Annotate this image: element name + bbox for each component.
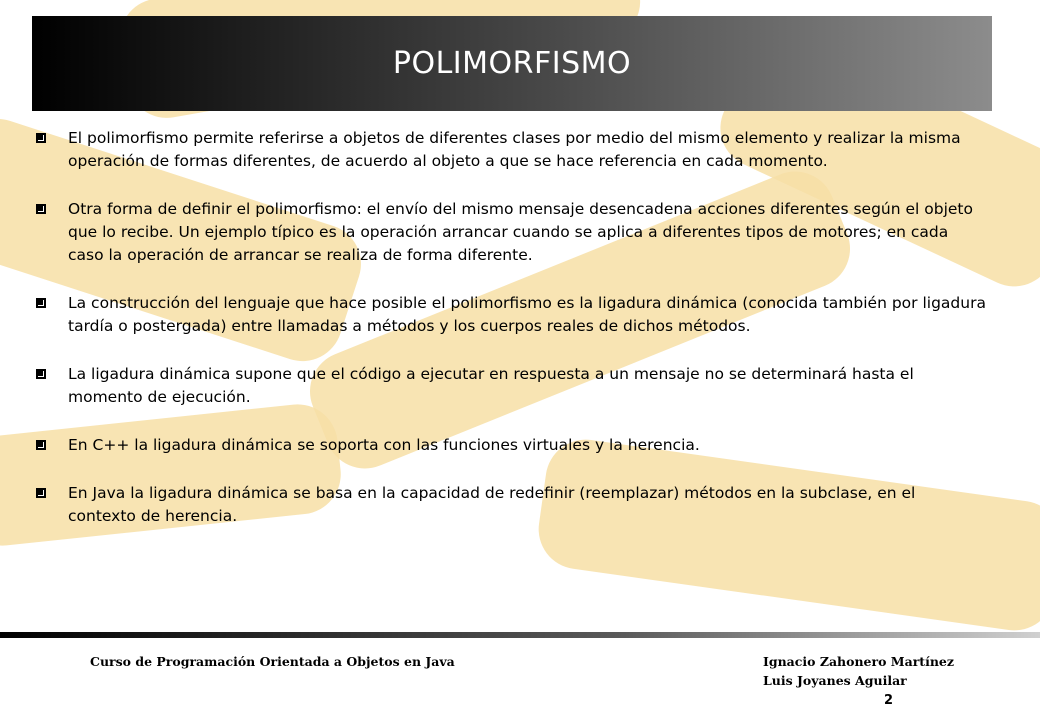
bullet-text: Otra forma de definir el polimorfismo: el envío del mismo mensaje desencadena acciones diferentes según el objeto que lo recibe. Un ejemplo típico es la operación arrancar cuando se aplica a diferentes tipos de motores; en cada caso la operación de arrancar se realiza de forma diferente. <box>68 200 973 264</box>
bullet-text: El polimorfismo permite referirse a objetos de diferentes clases por medio del mismo elemento y realizar la misma operación de formas diferentes, de acuerdo al objeto a que se hace referencia en cada momento. <box>68 129 961 170</box>
checkbox-bullet-icon <box>36 298 46 308</box>
bullet-item <box>36 292 1020 338</box>
footer-author-1: Ignacio Zahonero Martínez <box>763 654 954 669</box>
checkbox-bullet-icon <box>36 133 46 143</box>
slide-title: POLIMORFISMO <box>392 46 632 81</box>
bullet-text: La ligadura dinámica supone que el código a ejecutar en respuesta a un mensaje no se determinará hasta el momento de ejecución. <box>68 365 914 406</box>
bullet-item <box>36 127 1020 173</box>
title-bar <box>32 16 992 111</box>
bullet-text: En C++ la ligadura dinámica se soporta con las funciones virtuales y la herencia. <box>68 436 700 454</box>
bullet-text: La construcción del lenguaje que hace posible el polimorfismo es la ligadura dinámica (conocida también por ligadura tardía o postergada) entre llamadas a métodos y los cuerpos reales de dichos métodos. <box>68 294 986 335</box>
bullet-item <box>36 198 1020 267</box>
bullet-item <box>36 434 1020 457</box>
checkbox-bullet-icon <box>36 204 46 214</box>
bullet-item <box>36 482 1020 528</box>
bullet-list <box>36 127 1020 553</box>
checkbox-bullet-icon <box>36 488 46 498</box>
footer-divider <box>0 632 1040 638</box>
bullet-item <box>36 363 1020 409</box>
checkbox-bullet-icon <box>36 440 46 450</box>
page-number: 2 <box>884 693 894 708</box>
checkbox-bullet-icon <box>36 369 46 379</box>
footer-author-2: Luis Joyanes Aguilar <box>763 673 907 688</box>
bullet-text: En Java la ligadura dinámica se basa en la capacidad de redefinir (reemplazar) métodos en la subclase, en el contexto de herencia. <box>68 484 916 525</box>
footer-course-title: Curso de Programación Orientada a Objetos en Java <box>90 654 455 669</box>
